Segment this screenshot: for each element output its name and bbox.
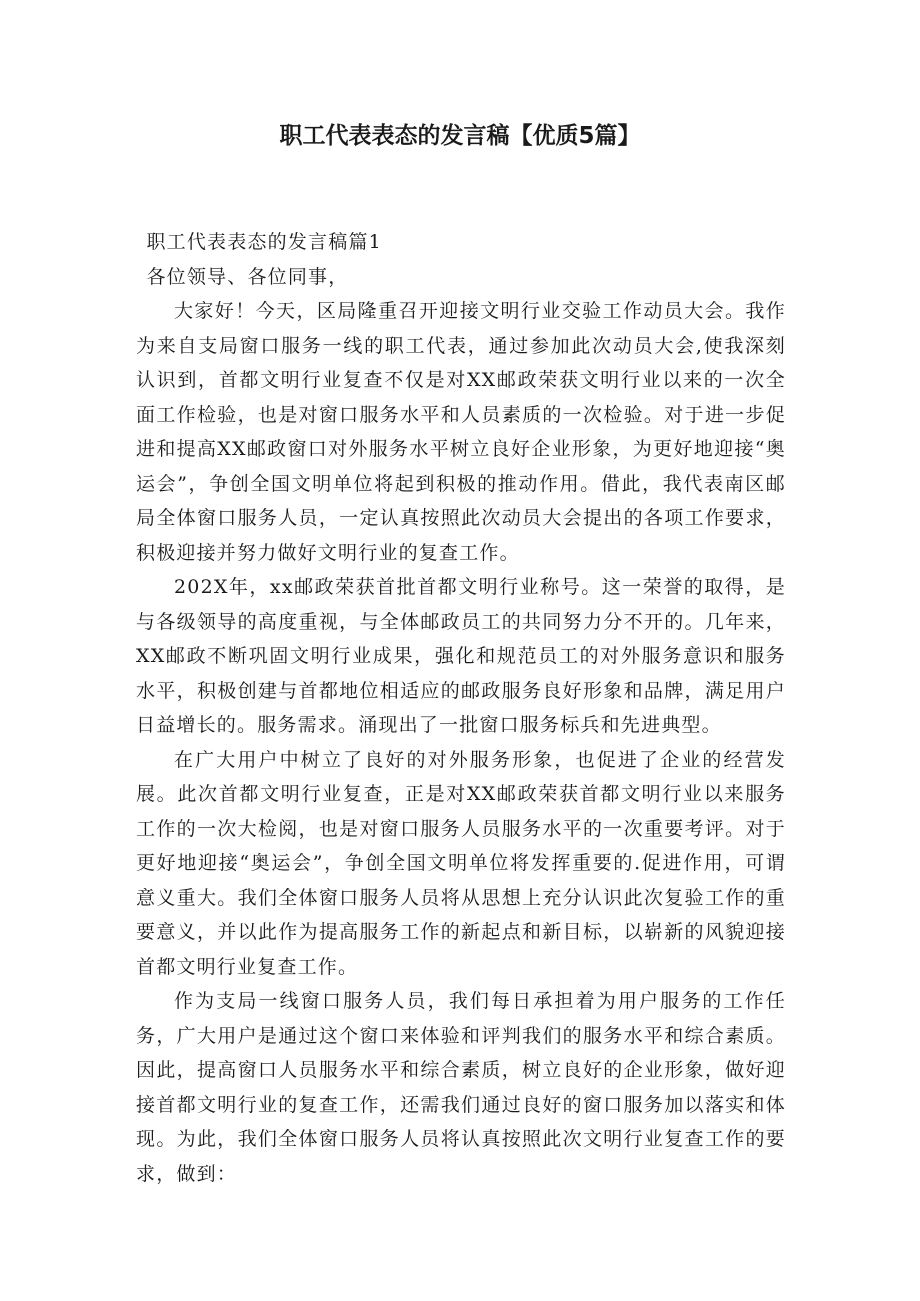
document-title: 职工代表表态的发言稿【优质5篇】 — [279, 123, 641, 149]
paragraph-3: 在广大用户中树立了良好的对外服务形象，也促进了企业的经营发展。此次首都文明行业复查，正是对XX邮政荣获首都文明行业以来服务工作的一次大检阅，也是对窗口服务人员服务水平的一次重要考评。对于更好地迎接“奥运会”，争创全国文明单位将发挥重要的.促进作用，可谓意义重大。我们全体窗口服务人员将从思想上充分认识此次复验工作的重要意义，并以此作为提高服务工作的新起点和新目标，以崭新的风貌迎接首都文明行业复查工作。 — [136, 748, 786, 978]
paragraph-4: 作为支局一线窗口服务人员，我们每日承担着为用户服务的工作任务，广大用户是通过这个窗口来体验和评判我们的服务水平和综合素质。因此，提高窗口人员服务水平和综合素质，树立良好的企业形象，做好迎接首都文明行业的复查工作，还需我们通过良好的窗口服务加以落实和体现。为此，我们全体窗口服务人员将认真按照此次文明行业复查工作的要求，做到： — [136, 990, 786, 1185]
paragraph-1: 大家好！今天，区局隆重召开迎接文明行业交验工作动员大会。我作为来自支局窗口服务一线的职工代表，通过参加此次动员大会,使我深刻认识到，首都文明行业复查不仅是对XX邮政荣获文明行业以来的一次全面工作检验，也是对窗口服务水平和人员素质的一次检验。对于进一步促进和提高XX邮政窗口对外服务水平树立良好企业形象，为更好地迎接“奥运会”，争创全国文明单位将起到积极的推动作用。借此，我代表南区邮局全体窗口服务人员，一定认真按照此次动员大会提出的各项工作要求，积极迎接并努力做好文明行业的复查工作。 — [136, 300, 786, 564]
salutation: 各位领导、各位同事， — [146, 265, 349, 288]
paragraph-2: 202X年，xx邮政荣获首批首都文明行业称号。这一荣誉的取得，是与各级领导的高度重视，与全体邮政员工的共同努力分不开的。几年来，XX邮政不断巩固文明行业成果，强化和规范员工的对外服务意识和服务水平，积极创建与首都地位相适应的邮政服务良好形象和品牌，满足用户日益增长的。服务需求。涌现出了一批窗口服务标兵和先进典型。 — [136, 576, 786, 736]
section-heading: 职工代表表态的发言稿篇1 — [146, 231, 382, 253]
document-body — [136, 225, 786, 1191]
